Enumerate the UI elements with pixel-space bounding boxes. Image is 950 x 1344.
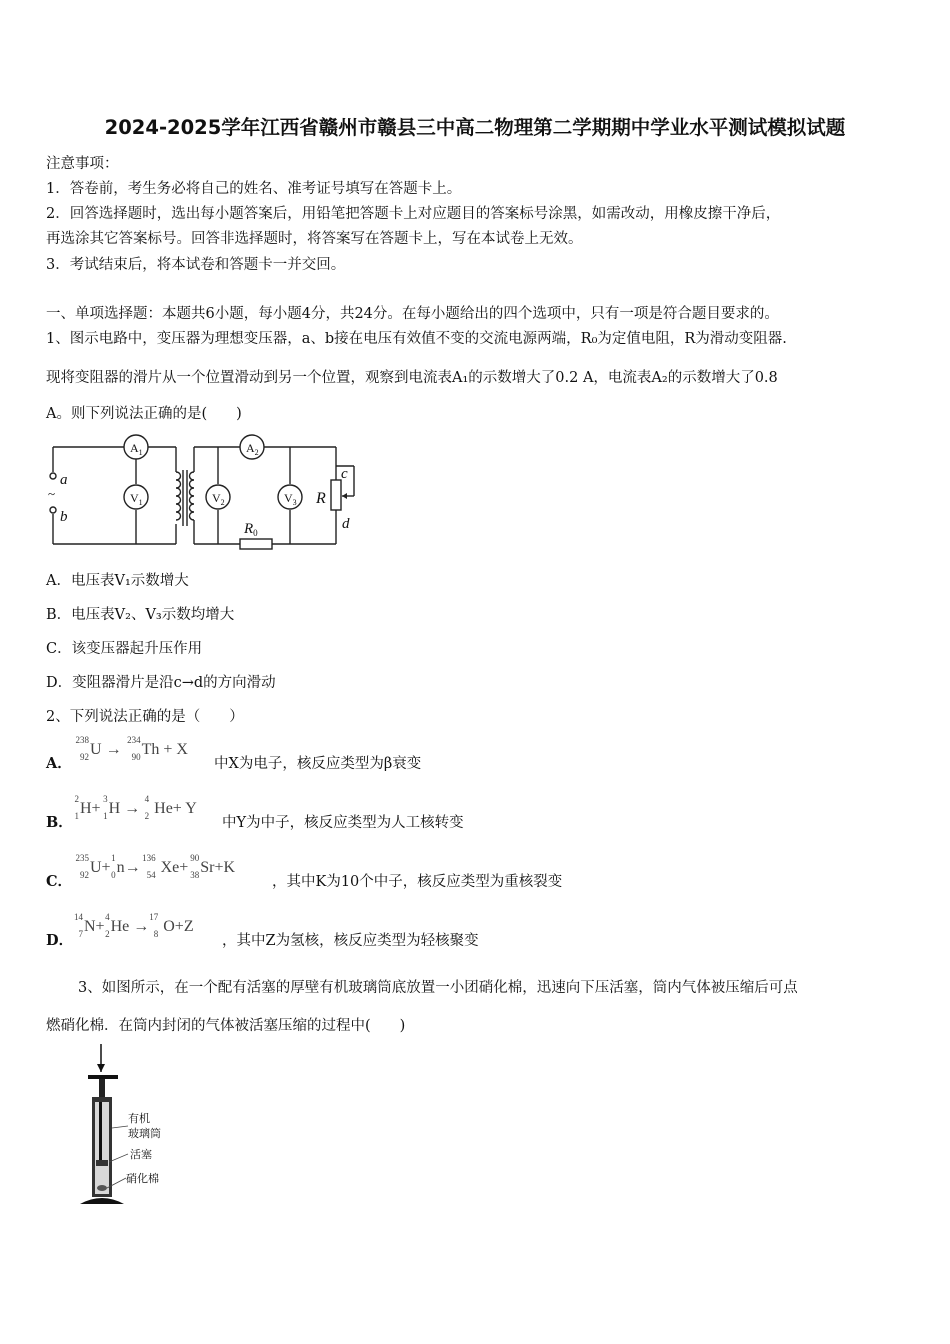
q2-option-a-equation: 238 92 U → 234 90 Th + X [75,735,188,762]
section-heading: 一、单项选择题：本题共6小题，每小题4分，共24分。在每小题给出的四个选项中，只有一项是符合题目要求的。 [46,306,779,322]
q1-option-b: B．电压表V₂、V₃示数均增大 [46,607,235,623]
ac-source-icon: ~ [48,486,56,501]
slider-arrow-icon [342,493,347,499]
notice-heading: 注意事项： [46,156,119,172]
q3-stem-line1: 3、如图所示，在一个配有活塞的厚壁有机玻璃筒底放置一小团硝化棉，迅速向下压活塞，筒内气体被压缩后可点 [78,980,798,996]
notice-item-3: 3．考试结束后，将本试卷和答题卡一并交回。 [46,257,346,273]
slider-c-label: c [341,466,348,482]
q2-option-c-text: ，其中K为10个中子，核反应类型为重核裂变 [272,874,563,890]
rheostat-r-label: R [316,490,326,507]
q2-option-a-text: 中X为电子，核反应类型为β衰变 [214,756,422,772]
piston-cylinder-figure [76,1042,186,1210]
voltmeter-v3-label: $V_3$ [284,491,297,507]
q2-option-c-equation: 235 92 U+ 1 0 n→ 136 54 Xe+ 90 38 Sr+K [75,853,236,880]
label-glass-tube: 玻璃筒 [128,1128,161,1140]
q1-stem-line3: A。则下列说法正确的是( ) [46,406,242,422]
label-nitrocellulose: 硝化棉 [126,1173,159,1185]
q2-stem: 2、下列说法正确的是（ ） [46,709,244,725]
label-organic: 有机 [128,1113,150,1125]
q1-option-d: D．变阻器滑片是沿c→d的方向滑动 [46,675,276,691]
notice-item-2a: 2．回答选择题时，选出每小题答案后，用铅笔把答题卡上对应题目的答案标号涂黑，如需改动，用橡皮擦干净后， [46,206,781,222]
transformer-circuit-diagram [44,432,364,554]
q3-stem-line2: 燃硝化棉．在筒内封闭的气体被活塞压缩的过程中( ) [46,1018,406,1034]
q2-option-b-text: 中Y为中子，核反应类型为人工核转变 [222,815,464,831]
slider-d-label: d [342,516,350,532]
notice-item-1: 1．答卷前，考生务必将自己的姓名、准考证号填写在答题卡上。 [46,181,462,197]
q2-option-c-label: C． [46,873,73,890]
q1-stem-line1: 1、图示电路中，变压器为理想变压器，a、b接在电压有效值不变的交流电源两端，R₀为定值电阻，R为滑动变阻器. [46,331,787,347]
label-piston: 活塞 [130,1149,152,1161]
voltmeter-v2-label: $V_2$ [212,491,225,507]
q1-stem-line2: 现将变阻器的滑片从一个位置滑动到另一个位置，观察到电流表A₁的示数增大了0.2 A，电流表A₂的示数增大了0.8 [46,370,778,386]
q2-option-b-equation: 2 1 H+ 3 1 H → 4 2 He+ Y [74,794,197,821]
resistor-r0-label: $R_0$ [244,521,258,538]
terminal-a-label: a [60,472,68,488]
q2-option-a-label: A． [46,755,72,772]
q2-option-b-label: B． [46,814,73,831]
terminal-b-label: b [60,509,68,525]
down-arrow-icon [97,1064,105,1072]
q2-option-d-text: ，其中Z为氢核，核反应类型为轻核聚变 [222,933,479,949]
ammeter-a1-label: $A_1$ [130,441,143,457]
q2-option-d-equation: 14 7 N+ 4 2 He → 17 8 O+Z [74,912,194,939]
voltmeter-v1-label: $V_1$ [130,491,143,507]
q1-option-a: A．电压表V₁示数增大 [46,573,189,589]
q1-option-c: C．该变压器起升压作用 [46,641,203,657]
q2-option-d-label: D． [46,932,74,949]
page-title: 2024-2025学年江西省赣州市赣县三中高二物理第二学期期中学业水平测试模拟试题 [104,116,846,139]
ammeter-a2-label: $A_2$ [246,441,259,457]
notice-item-2b: 再选涂其它答案标号。回答非选择题时，将答案写在答题卡上，写在本试卷上无效。 [46,231,583,247]
